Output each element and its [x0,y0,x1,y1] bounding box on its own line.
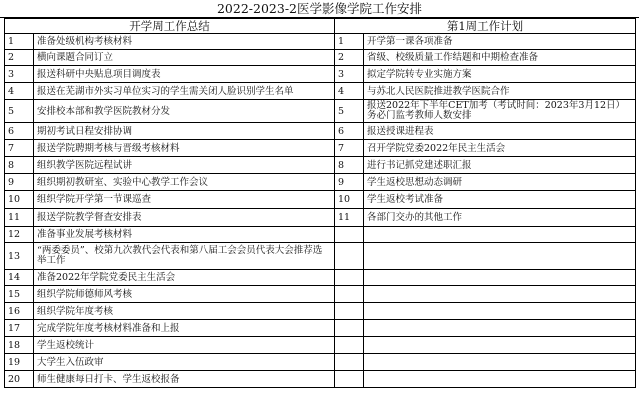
table-row [5,157,636,174]
right-item-text[interactable] [364,320,636,337]
table-row [5,191,636,209]
right-item-number[interactable]: 11 [335,209,364,227]
right-item-number[interactable]: 6 [335,123,364,140]
left-item-number[interactable]: 10 [5,191,34,209]
right-item-number[interactable]: 7 [335,140,364,157]
left-item-number[interactable]: 6 [5,123,34,140]
left-item-text[interactable]: “两委委员”、校第九次教代会代表和第八届工会会员代表大会推荐选举工作 [34,243,335,270]
right-item-text[interactable] [364,371,636,388]
right-item-text[interactable] [364,286,636,303]
table-body [5,34,636,388]
table-row [5,66,636,83]
left-item-number[interactable]: 3 [5,66,34,83]
left-item-number[interactable]: 18 [5,337,34,354]
left-item-text[interactable]: 大学生入伍政审 [34,354,335,371]
right-item-text[interactable] [364,270,636,286]
table-row [5,50,636,66]
right-item-number[interactable] [335,371,364,388]
right-item-text[interactable]: 召开学院党委2022年民主生活会 [364,140,636,157]
table-row [5,140,636,157]
table-row [5,337,636,354]
table-row [5,174,636,191]
right-item-text[interactable]: 开学第一课各项准备 [364,34,636,50]
right-item-number[interactable] [335,227,364,243]
table-row [5,123,636,140]
right-item-number[interactable]: 10 [335,191,364,209]
left-item-text[interactable]: 师生健康每日打卡、学生返校报备 [34,371,335,388]
left-column-header: 开学周工作总结 [5,19,335,34]
left-item-text[interactable]: 报送学院教学督查安排表 [34,209,335,227]
sheet-title: 2022-2023-2医学影像学院工作安排 [0,0,639,18]
right-item-number[interactable]: 3 [335,66,364,83]
left-item-number[interactable]: 7 [5,140,34,157]
table-row [5,83,636,100]
right-item-text[interactable]: 与苏北人民医院推进教学医院合作 [364,83,636,100]
table-row [5,286,636,303]
left-item-number[interactable]: 11 [5,209,34,227]
right-column-header: 第1周工作计划 [335,19,636,34]
left-item-text[interactable]: 组织期初教研室、实验中心教学工作会议 [34,174,335,191]
right-item-number[interactable] [335,303,364,320]
left-item-text[interactable]: 横向课题合同订立 [34,50,335,66]
right-item-number[interactable] [335,337,364,354]
left-item-text[interactable]: 报送在芜湖市外实习单位实习的学生需关闭人脸识别学生名单 [34,83,335,100]
right-item-text[interactable]: 各部门交办的其他工作 [364,209,636,227]
right-item-text[interactable]: 进行书记抓党建述职汇报 [364,157,636,174]
table-row [5,320,636,337]
table-row [5,34,636,50]
right-item-text[interactable] [364,243,636,270]
right-item-number[interactable] [335,243,364,270]
right-item-text[interactable]: 拟定学院转专业实施方案 [364,66,636,83]
left-item-number[interactable]: 5 [5,100,34,123]
table-row [5,371,636,388]
right-item-number[interactable] [335,286,364,303]
left-item-number[interactable]: 20 [5,371,34,388]
table-row [5,270,636,286]
table-row [5,100,636,123]
table-row [5,303,636,320]
left-item-number[interactable]: 9 [5,174,34,191]
header-row [5,19,636,34]
work-schedule-table [4,18,636,388]
left-item-text[interactable]: 完成学院年度考核材料准备和上报 [34,320,335,337]
left-item-text[interactable]: 组织学院开学第一节课巡查 [34,191,335,209]
table-row [5,243,636,270]
right-item-number[interactable]: 1 [335,34,364,50]
left-item-number[interactable]: 2 [5,50,34,66]
right-item-text[interactable] [364,227,636,243]
left-item-number[interactable]: 12 [5,227,34,243]
left-item-text[interactable]: 报送学院聘期考核与晋级考核材料 [34,140,335,157]
left-item-text[interactable]: 组织学院年度考核 [34,303,335,320]
right-item-text[interactable]: 学生返校考试准备 [364,191,636,209]
left-item-number[interactable]: 13 [5,243,34,270]
left-item-text[interactable]: 期初考试日程安排协调 [34,123,335,140]
table-row [5,354,636,371]
right-item-text[interactable]: 报送2022年下半年CET加考（考试时间：2023年3月12日）务必门监考教师人数安排 [364,100,636,123]
left-item-number[interactable]: 15 [5,286,34,303]
right-item-number[interactable]: 2 [335,50,364,66]
right-item-text[interactable]: 学生返校思想动态调研 [364,174,636,191]
right-item-text[interactable] [364,354,636,371]
right-item-number[interactable] [335,320,364,337]
right-item-text[interactable]: 报送授课进程表 [364,123,636,140]
right-item-number[interactable]: 5 [335,100,364,123]
table-row [5,209,636,227]
left-item-text[interactable]: 准备2022年学院党委民主生活会 [34,270,335,286]
right-item-text[interactable]: 省级、校级质量工作结题和中期检查准备 [364,50,636,66]
table-row [5,227,636,243]
right-item-number[interactable]: 4 [335,83,364,100]
left-item-number[interactable]: 19 [5,354,34,371]
right-item-number[interactable]: 8 [335,157,364,174]
right-item-text[interactable] [364,337,636,354]
left-item-text[interactable]: 组织教学医院远程试讲 [34,157,335,174]
left-item-number[interactable]: 1 [5,34,34,50]
right-item-text[interactable] [364,303,636,320]
left-item-text[interactable]: 安排校本部和教学医院教材分发 [34,100,335,123]
left-item-number[interactable]: 8 [5,157,34,174]
right-item-number[interactable]: 9 [335,174,364,191]
left-item-text[interactable]: 报送科研中央贴息项目调度表 [34,66,335,83]
left-item-text[interactable]: 组织学院师德师风考核 [34,286,335,303]
left-item-text[interactable]: 准备处级机构考核材料 [34,34,335,50]
left-item-text[interactable]: 准备事业发展考核材料 [34,227,335,243]
right-item-number[interactable] [335,270,364,286]
left-item-text[interactable]: 学生返校统计 [34,337,335,354]
left-item-number[interactable]: 4 [5,83,34,100]
left-item-number[interactable]: 14 [5,270,34,286]
right-item-number[interactable] [335,354,364,371]
left-item-number[interactable]: 17 [5,320,34,337]
left-item-number[interactable]: 16 [5,303,34,320]
